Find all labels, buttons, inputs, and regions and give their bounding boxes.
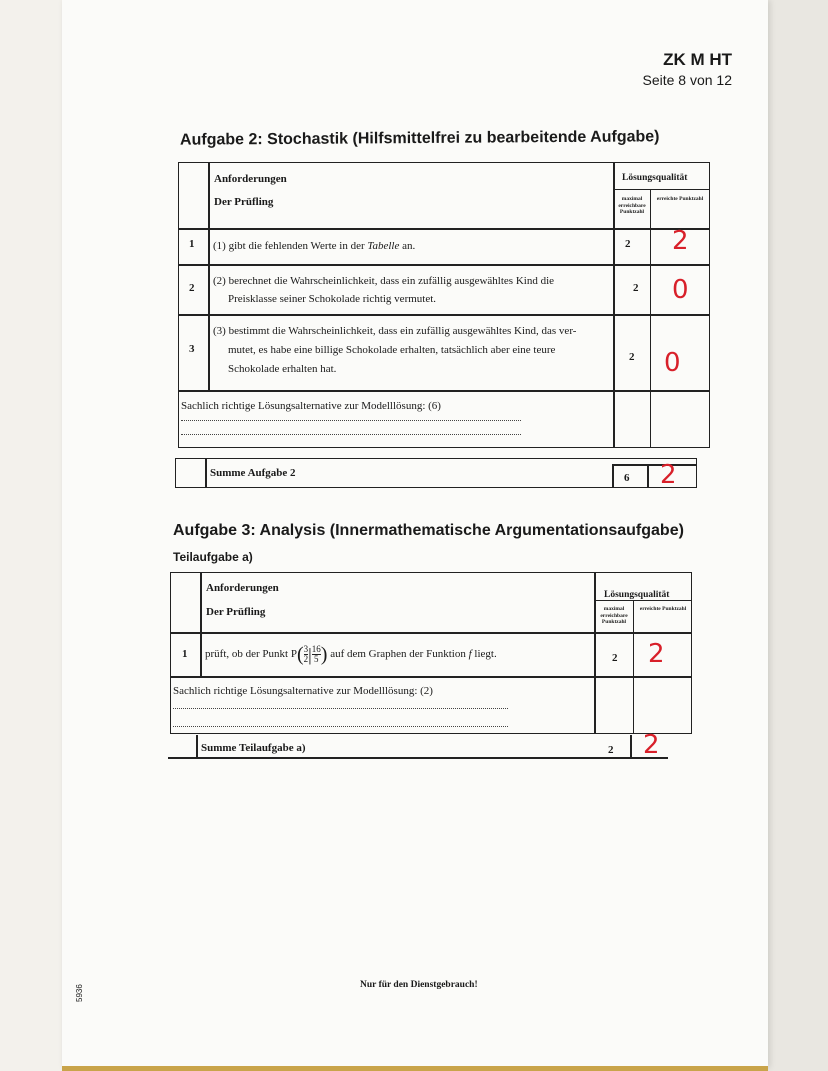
row-number: 3 — [189, 343, 195, 355]
col-requirements: Anforderungen — [214, 173, 287, 185]
fraction-x: $\frac{3}{2}$ — [303, 643, 309, 664]
row-text-line3: Schokolade erhalten hat. — [228, 363, 337, 375]
alternative-solution: Sachlich richtige Lösungsalternative zur Modelllösung: (6) — [181, 400, 441, 412]
col-max: maximal erreichbare Punktzahl — [618, 196, 646, 215]
col-quality: Lösungsqualität — [622, 173, 688, 183]
sum-max-points: 2 — [608, 744, 614, 756]
task3-subtitle: Teilaufgabe a) — [173, 550, 253, 564]
max-points: 2 — [612, 652, 618, 664]
sum-label: Summe Teilaufgabe a) — [201, 742, 306, 754]
row-number: 1 — [182, 648, 188, 660]
achieved-points: 2 — [648, 639, 665, 669]
footer-note: Nur für den Dienstgebrauch! — [360, 980, 478, 990]
task2-title: Aufgabe 2: Stochastik (Hilfsmittelfrei zu bearbeitende Aufgabe) — [179, 128, 660, 149]
row-text-line1: (2) berechnet die Wahrscheinlichkeit, dass ein zufällig ausgewähltes Kind die — [213, 275, 555, 287]
table-edge — [62, 1066, 768, 1071]
row-text-line2: Preisklasse seiner Schokolade richtig vermutet. — [228, 293, 437, 305]
col-quality: Lösungsqualität — [604, 590, 670, 600]
alternative-solution: Sachlich richtige Lösungsalternative zur Modelllösung: (2) — [173, 685, 433, 697]
row-text-line2: mutet, es habe eine billige Schokolade erhalten, tatsächlich aber eine teure — [228, 344, 556, 356]
sum-max-points: 6 — [624, 472, 630, 484]
task3-title: Aufgabe 3: Analysis (Innermathematische Argumentationsaufgabe) — [173, 522, 684, 539]
exam-code: ZK M HT — [663, 50, 732, 69]
row-number: 2 — [189, 282, 195, 294]
row-text-line1: (3) bestimmt die Wahrscheinlichkeit, dass ein zufällig ausgewähltes Kind, das ver- — [213, 325, 577, 337]
achieved-points: 2 — [672, 226, 689, 256]
page-number: Seite 8 von 12 — [642, 72, 732, 88]
fraction-y: $\frac{16}{5}$ — [311, 643, 321, 664]
col-candidate: Der Prüfling — [214, 196, 274, 208]
col-requirements: Anforderungen — [206, 582, 279, 594]
row-text: (1) gibt die fehlenden Werte in der Tabelle an. — [213, 240, 416, 252]
max-points: 2 — [625, 238, 631, 250]
achieved-points: 0 — [672, 275, 689, 305]
achieved-points: 0 — [664, 348, 681, 378]
max-points: 2 — [633, 282, 639, 294]
sum-achieved-points: 2 — [660, 460, 677, 490]
background-strip — [768, 0, 828, 1071]
col-achieved: erreichte Punktzahl — [656, 196, 704, 202]
col-max: maximal erreichbare Punktzahl — [600, 606, 628, 625]
max-points: 2 — [629, 351, 635, 363]
row-number: 1 — [189, 238, 195, 250]
sum-label: Summe Aufgabe 2 — [210, 467, 296, 479]
col-candidate: Der Prüfling — [206, 606, 266, 618]
col-achieved: erreichte Punktzahl — [639, 606, 687, 612]
sum-achieved-points: 2 — [643, 730, 660, 760]
side-code: 5936 — [75, 984, 84, 1002]
row-text: prüft, ob der Punkt P( $\frac{3}{2}$ | $\frac{16}{5}$ ) auf dem Graphen der Funktion f liegt. — [205, 643, 497, 666]
